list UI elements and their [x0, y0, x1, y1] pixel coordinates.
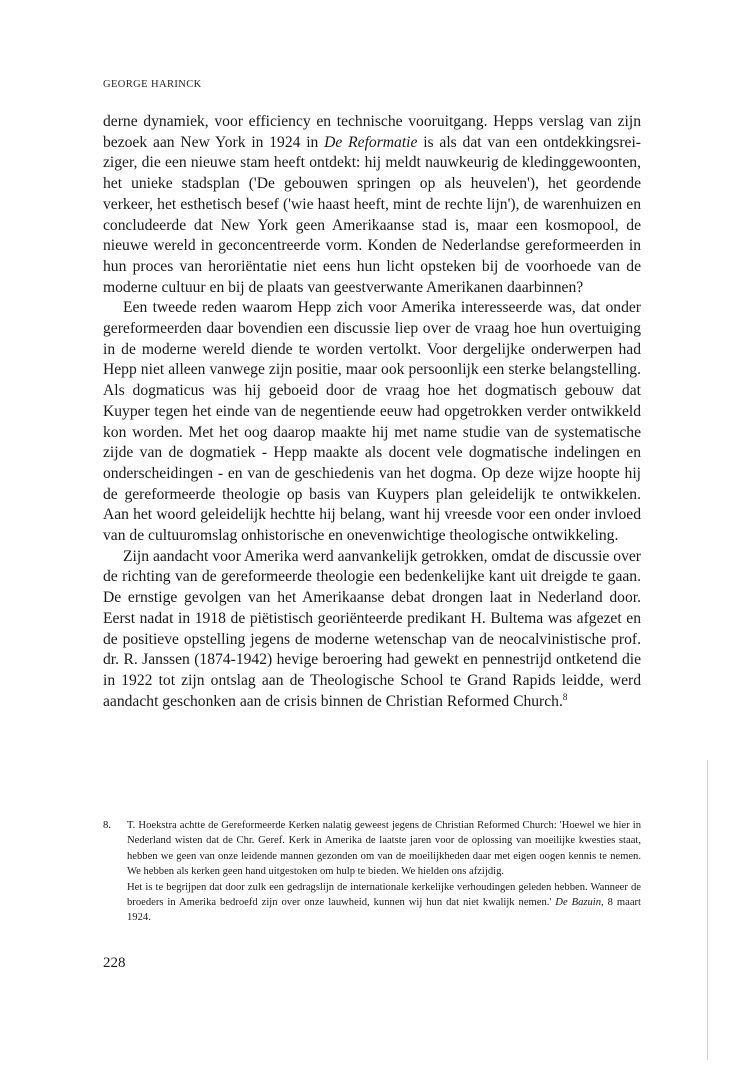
body-text: [103, 112, 641, 712]
paragraph-1: [103, 112, 641, 298]
paragraph-3-text: Zijn aandacht voor Amerika werd aanvankelijk getrokken, omdat de discussie over de richting van de gereformeerde theologie een bedenkelijke kant uit dreigde te gaan. De ernstige gevolgen van het Amerikaanse debat drongen laat in Nederland door. Eerst nadat in 1918 de piëtistisch georiënteerde predikant H. Bultema was afgezet en de positieve opstelling jegens de moderne wetenschap van de neocalvinistische prof. dr. R. Janssen (1874-1942) hevige beroering had gewekt en pennestrijd ontketend die in 1922 tot zijn ontslag aan de Theologische School te Grand Rapids leidde, werd aandacht geschonken aan de crisis binnen de Christian Reformed Church.: [103, 547, 641, 710]
running-head: GEORGE HARINCK: [103, 79, 202, 90]
scan-edge-line: [707, 760, 708, 1060]
footnote-reference: 8: [562, 691, 568, 702]
paragraph-2: Een tweede reden waarom Hepp zich voor Amerika interesseerde was, dat onder gereformeerden daar bovendien een discussie liep over de vraag hoe hun overtuiging in de moderne wereld diende te worden vertolkt. Voor dergelijke onderwerpen had Hepp niet alleen vanwege zijn positie, maar ook persoonlijk een sterke belangstelling. Als dogmaticus was hij geboeid door de vraag hoe het dogmatisch gebouw dat Kuyper tegen het einde van de negentiende eeuw had opgetrokken verder ontwikkeld kon worden. Met het oog daarop maakte hij met name studie van de systematische zijde van de dogmatiek - Hepp maakte als docent vele dogmatische indelingen en onderscheidingen - en van de geschiedenis van het dogma. Op deze wijze hoopte hij de gereformeerde theologie op basis van Kuypers plan geleidelijk te ontwikkelen. Aan het woord geleidelijk hechtte hij belang, want hij vreesde voor een onder invloed van de cultuuromslag onhistorische en onevenwichtige theologische ontwikkeling.: [103, 299, 641, 545]
footnotes: [103, 818, 641, 926]
footnote-text-2-main: Het is te begrijpen dat door zulk een gedragslijn de internationale kerkelijke verhoudingen geleden hebben. Wanneer de broeders in Amerika bedroefd zijn over onze lauwheid, kunnen wij hun dat niet kwalijk nemen.': [127, 881, 641, 909]
periodical-title: De Reformatie: [324, 133, 418, 151]
footnote-source-date: , 8 maart 1924.: [127, 897, 641, 924]
footnote-source-title: De Bazuin: [555, 897, 602, 909]
paragraph-1-start: derne dynamiek, voor efficiency en technische vooruitgang. Hepps verslag van zijn bezoek aan New York in 1924 in: [103, 113, 641, 151]
footnote-text-1: T. Hoekstra achtte de Gereformeerde Kerken nalatig geweest jegens de Christian Reformed Church: 'Hoewel we hier in Nederland wisten dat de Chr. Geref. Kerk in Amerika de laatste jaren voor de oplossing van moeilijke kwesties staat, hebben we geen van onze leidende mannen gezonden om van de moeilijkheden daar met eigen oogen kennis te nemen. We hebben als kerken geen hand uitgestoken om hulp te bieden. We hielden ons afzijdig.: [127, 820, 641, 878]
footnote-8: [103, 818, 641, 926]
page-number: 228: [103, 955, 126, 971]
paragraph-1-rest: is als dat van een ontdekkingsreiziger, die een nieuwe stam heeft ontdekt: hij meldt nauwkeurig de kledinggewoonten, het unieke stadsplan ('De gebouwen springen op als heuvelen'), het geordende verkeer, het esthetisch besef ('wie haast heeft, mint de rechte lijn'), de warenhuizen en concludeerde dat New York geen Amerikaanse stad is, maar een kosmopool, de nieuwe wereld in geconcentreerde vorm. Konden de Nederlandse gereformeerden in hun proces van heroriëntatie niet eens hun licht opsteken bij de voorhoede van de moderne cultuur en bij de plaats van geestverwante Amerikanen daarbinnen?: [103, 133, 641, 296]
footnote-body: [127, 818, 641, 926]
footnote-text-2: [127, 880, 641, 926]
footnote-number: 8.: [103, 820, 111, 831]
paragraph-3: [103, 547, 641, 713]
